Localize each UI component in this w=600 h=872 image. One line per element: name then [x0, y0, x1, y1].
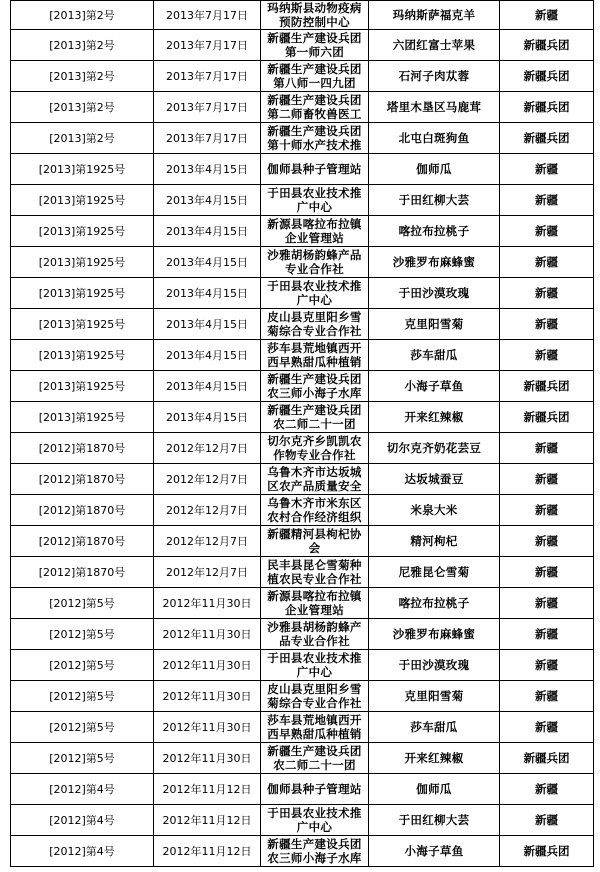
document-number-cell: [2013]第2号: [11, 61, 154, 92]
product-name-cell: 于田红柳大芸: [369, 805, 500, 836]
region-cell: 新疆: [500, 805, 594, 836]
product-name-cell: 尼雅昆仑雪菊: [369, 557, 500, 588]
date-cell: 2013年4月15日: [154, 247, 261, 278]
date-cell: 2013年4月15日: [154, 216, 261, 247]
date-cell: 2013年4月15日: [154, 154, 261, 185]
product-name-cell: 于田沙漠玫瑰: [369, 278, 500, 309]
date-cell: 2012年11月30日: [154, 712, 261, 743]
applicant-cell: 皮山县克里阳乡雪菊综合专业合作社: [261, 309, 369, 340]
document-number-cell: [2013]第1925号: [11, 371, 154, 402]
document-number-cell: [2012]第1870号: [11, 526, 154, 557]
table-row: [11, 588, 594, 619]
product-name-cell: 克里阳雪菊: [369, 681, 500, 712]
region-cell: 新疆兵团: [500, 402, 594, 433]
document-number-cell: [2012]第5号: [11, 743, 154, 774]
table-row: [11, 185, 594, 216]
product-name-cell: 喀拉布拉桃子: [369, 216, 500, 247]
table-row: [11, 1, 594, 30]
document-number-cell: [2012]第5号: [11, 712, 154, 743]
applicant-cell: 新疆生产建设兵团第一师六团: [261, 30, 369, 61]
document-number-cell: [2013]第2号: [11, 1, 154, 30]
date-cell: 2012年12月7日: [154, 557, 261, 588]
date-cell: 2012年11月30日: [154, 743, 261, 774]
document-number-cell: [2012]第5号: [11, 650, 154, 681]
applicant-cell: 于田县农业技术推广中心: [261, 185, 369, 216]
applicant-cell: 新疆生产建设兵团农三师小海子水库: [261, 371, 369, 402]
applicant-cell: 新疆生产建设兵团第二师畜牧兽医工: [261, 92, 369, 123]
product-name-cell: 小海子草鱼: [369, 836, 500, 867]
date-cell: 2013年7月17日: [154, 123, 261, 154]
document-number-cell: [2012]第4号: [11, 774, 154, 805]
region-cell: 新疆: [500, 650, 594, 681]
document-number-cell: [2013]第2号: [11, 30, 154, 61]
date-cell: 2012年12月7日: [154, 526, 261, 557]
table-row: [11, 712, 594, 743]
applicant-cell: 新疆生产建设兵团农二师二十一团: [261, 402, 369, 433]
region-cell: 新疆: [500, 247, 594, 278]
document-number-cell: [2012]第1870号: [11, 557, 154, 588]
table-row: [11, 805, 594, 836]
document-number-cell: [2013]第2号: [11, 123, 154, 154]
table-row: [11, 154, 594, 185]
table-row: [11, 30, 594, 61]
product-name-cell: 沙雅罗布麻蜂蜜: [369, 247, 500, 278]
region-cell: 新疆: [500, 340, 594, 371]
region-cell: 新疆兵团: [500, 92, 594, 123]
applicant-cell: 沙雅胡杨韵蜂产品专业合作社: [261, 247, 369, 278]
region-cell: 新疆: [500, 619, 594, 650]
product-name-cell: 伽师瓜: [369, 774, 500, 805]
product-name-cell: 莎车甜瓜: [369, 712, 500, 743]
date-cell: 2013年7月17日: [154, 92, 261, 123]
region-cell: 新疆: [500, 557, 594, 588]
date-cell: 2012年11月12日: [154, 774, 261, 805]
product-name-cell: 于田红柳大芸: [369, 185, 500, 216]
applicant-cell: 新疆生产建设兵团第八师一四九团: [261, 61, 369, 92]
table-row: [11, 681, 594, 712]
date-cell: 2012年11月12日: [154, 805, 261, 836]
table-row: [11, 526, 594, 557]
region-cell: 新疆: [500, 495, 594, 526]
date-cell: 2012年12月7日: [154, 495, 261, 526]
applicant-cell: 于田县农业技术推广中心: [261, 805, 369, 836]
applicant-cell: 莎车县荒地镇西开西早熟甜瓜种植销: [261, 340, 369, 371]
table-row: [11, 650, 594, 681]
document-number-cell: [2012]第5号: [11, 619, 154, 650]
region-cell: 新疆兵团: [500, 123, 594, 154]
product-name-cell: 喀拉布拉桃子: [369, 588, 500, 619]
region-cell: 新疆: [500, 1, 594, 30]
region-cell: 新疆: [500, 526, 594, 557]
table-row: [11, 743, 594, 774]
applicant-cell: 沙雅县胡杨韵蜂产品专业合作社: [261, 619, 369, 650]
region-cell: 新疆兵团: [500, 61, 594, 92]
product-name-cell: 于田沙漠玫瑰: [369, 650, 500, 681]
product-name-cell: 六团红富士苹果: [369, 30, 500, 61]
document-number-cell: [2012]第1870号: [11, 495, 154, 526]
product-name-cell: 开来红辣椒: [369, 402, 500, 433]
applicant-cell: 新疆生产建设兵团农三师小海子水库: [261, 836, 369, 867]
product-name-cell: 沙雅罗布麻蜂蜜: [369, 619, 500, 650]
date-cell: 2013年4月15日: [154, 340, 261, 371]
document-number-cell: [2013]第1925号: [11, 278, 154, 309]
region-cell: 新疆: [500, 588, 594, 619]
document-number-cell: [2013]第1925号: [11, 402, 154, 433]
table-row: [11, 371, 594, 402]
table-row: [11, 92, 594, 123]
document-number-cell: [2013]第1925号: [11, 247, 154, 278]
date-cell: 2013年7月17日: [154, 30, 261, 61]
document-number-cell: [2013]第1925号: [11, 185, 154, 216]
table-row: [11, 278, 594, 309]
product-name-cell: 伽师瓜: [369, 154, 500, 185]
date-cell: 2012年12月7日: [154, 464, 261, 495]
product-name-cell: 米泉大米: [369, 495, 500, 526]
document-number-cell: [2012]第4号: [11, 805, 154, 836]
applicant-cell: 新疆生产建设兵团农二师二十一团: [261, 743, 369, 774]
document-number-cell: [2013]第1925号: [11, 154, 154, 185]
applicant-cell: 玛纳斯县动物疫病预防控制中心: [261, 1, 369, 30]
table-row: [11, 836, 594, 867]
applicant-cell: 新源县喀拉布拉镇企业管理站: [261, 216, 369, 247]
table-row: [11, 464, 594, 495]
date-cell: 2013年7月17日: [154, 61, 261, 92]
region-cell: 新疆: [500, 154, 594, 185]
product-name-cell: 克里阳雪菊: [369, 309, 500, 340]
region-cell: 新疆兵团: [500, 743, 594, 774]
region-cell: 新疆兵团: [500, 836, 594, 867]
table-row: [11, 61, 594, 92]
applicant-cell: 乌鲁木齐市米东区农村合作经济组织: [261, 495, 369, 526]
region-cell: 新疆兵团: [500, 371, 594, 402]
document-number-cell: [2012]第4号: [11, 836, 154, 867]
document-number-cell: [2012]第5号: [11, 681, 154, 712]
applicant-cell: 于田县农业技术推广中心: [261, 650, 369, 681]
product-name-cell: 石河子肉苁蓉: [369, 61, 500, 92]
table-body: [11, 1, 594, 867]
document-number-cell: [2012]第5号: [11, 588, 154, 619]
date-cell: 2012年11月30日: [154, 588, 261, 619]
applicant-cell: 新疆生产建设兵团第十师水产技术推: [261, 123, 369, 154]
document-number-cell: [2012]第1870号: [11, 464, 154, 495]
product-name-cell: 塔里木垦区马鹿茸: [369, 92, 500, 123]
date-cell: 2013年4月15日: [154, 309, 261, 340]
applicant-cell: 莎车县荒地镇西开西早熟甜瓜种植销: [261, 712, 369, 743]
date-cell: 2012年11月12日: [154, 836, 261, 867]
table-row: [11, 216, 594, 247]
date-cell: 2013年7月17日: [154, 1, 261, 30]
product-name-cell: 北屯白斑狗鱼: [369, 123, 500, 154]
region-cell: 新疆: [500, 681, 594, 712]
table-row: [11, 340, 594, 371]
applicant-cell: 新源县喀拉布拉镇企业管理站: [261, 588, 369, 619]
table-row: [11, 402, 594, 433]
region-cell: 新疆: [500, 464, 594, 495]
applicant-cell: 新疆精河县枸杞协会: [261, 526, 369, 557]
date-cell: 2013年4月15日: [154, 371, 261, 402]
document-number-cell: [2013]第1925号: [11, 216, 154, 247]
table-row: [11, 619, 594, 650]
table-row: [11, 123, 594, 154]
registration-table-wrapper: [10, 0, 593, 867]
applicant-cell: 乌鲁木齐市达坂城区农产品质量安全: [261, 464, 369, 495]
table-row: [11, 495, 594, 526]
region-cell: 新疆: [500, 433, 594, 464]
product-name-cell: 切尔克齐奶花芸豆: [369, 433, 500, 464]
document-number-cell: [2013]第2号: [11, 92, 154, 123]
date-cell: 2013年4月15日: [154, 278, 261, 309]
applicant-cell: 伽师县种子管理站: [261, 154, 369, 185]
product-name-cell: 达坂城蚕豆: [369, 464, 500, 495]
date-cell: 2012年11月30日: [154, 619, 261, 650]
applicant-cell: 皮山县克里阳乡雪菊综合专业合作社: [261, 681, 369, 712]
date-cell: 2013年4月15日: [154, 402, 261, 433]
region-cell: 新疆: [500, 774, 594, 805]
region-cell: 新疆: [500, 216, 594, 247]
table-row: [11, 557, 594, 588]
table-row: [11, 433, 594, 464]
date-cell: 2012年12月7日: [154, 433, 261, 464]
date-cell: 2012年11月30日: [154, 650, 261, 681]
table-row: [11, 309, 594, 340]
document-number-cell: [2012]第1870号: [11, 433, 154, 464]
applicant-cell: 于田县农业技术推广中心: [261, 278, 369, 309]
applicant-cell: 民丰县昆仑雪菊种植农民专业合作社: [261, 557, 369, 588]
region-cell: 新疆: [500, 278, 594, 309]
table-row: [11, 247, 594, 278]
applicant-cell: 切尔克齐乡凯凯农作物专业合作社: [261, 433, 369, 464]
region-cell: 新疆兵团: [500, 30, 594, 61]
product-name-cell: 莎车甜瓜: [369, 340, 500, 371]
document-number-cell: [2013]第1925号: [11, 340, 154, 371]
region-cell: 新疆: [500, 309, 594, 340]
date-cell: 2013年4月15日: [154, 185, 261, 216]
product-name-cell: 玛纳斯萨福克羊: [369, 1, 500, 30]
product-name-cell: 小海子草鱼: [369, 371, 500, 402]
document-number-cell: [2013]第1925号: [11, 309, 154, 340]
region-cell: 新疆: [500, 185, 594, 216]
product-name-cell: 精河枸杞: [369, 526, 500, 557]
table-row: [11, 774, 594, 805]
registration-table: [10, 0, 594, 867]
date-cell: 2012年11月30日: [154, 681, 261, 712]
applicant-cell: 伽师县种子管理站: [261, 774, 369, 805]
region-cell: 新疆: [500, 712, 594, 743]
product-name-cell: 开来红辣椒: [369, 743, 500, 774]
